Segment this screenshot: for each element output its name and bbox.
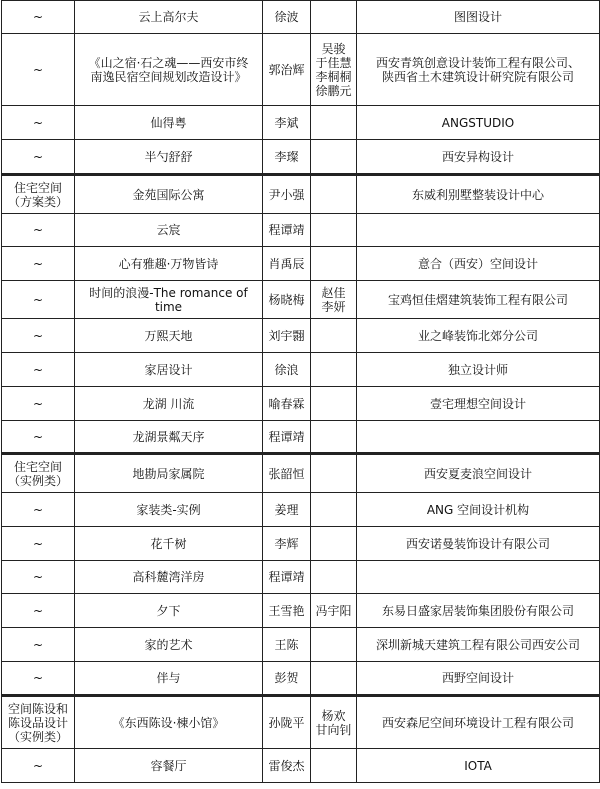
project-name-cell: 龙湖 川流: [75, 387, 263, 421]
project-name-cell: 心有雅趣·万物皆诗: [75, 247, 263, 281]
category-cell: ~: [2, 214, 75, 247]
organization-cell: 西安青筑创意设计装饰工程有限公司、 陕西省土木建筑设计研究院有限公司: [357, 34, 600, 106]
designer-cell: 程谭靖: [263, 214, 311, 247]
organization-cell: 西安异构设计: [357, 140, 600, 175]
collaborator-cell: [311, 175, 357, 214]
organization-cell: 独立设计师: [357, 353, 600, 387]
organization-cell: [357, 561, 600, 594]
project-name-cell: 家居设计: [75, 353, 263, 387]
organization-cell: ANGSTUDIO: [357, 106, 600, 140]
collaborator-cell: [311, 319, 357, 353]
table-row: [2, 247, 600, 281]
collaborator-cell: [311, 628, 357, 662]
designer-cell: 雷俊杰: [263, 749, 311, 783]
awards-table-body: [2, 1, 600, 783]
collaborator-cell: 吴骏 于佳慧 李桐桐 徐鹏元: [311, 34, 357, 106]
collaborator-cell: [311, 353, 357, 387]
awards-table: [1, 0, 600, 783]
designer-cell: 徐浪: [263, 353, 311, 387]
table-row: [2, 594, 600, 628]
organization-cell: ANG 空间设计机构: [357, 493, 600, 527]
table-row: [2, 749, 600, 783]
designer-cell: 李辉: [263, 527, 311, 561]
collaborator-cell: [311, 493, 357, 527]
designer-cell: 郭治辉: [263, 34, 311, 106]
table-row: [2, 140, 600, 175]
category-cell: ~: [2, 594, 75, 628]
designer-cell: 程谭靖: [263, 421, 311, 454]
designer-cell: 杨晓梅: [263, 281, 311, 319]
designer-cell: 彭贺: [263, 662, 311, 696]
category-cell: ~: [2, 353, 75, 387]
designer-cell: 姜理: [263, 493, 311, 527]
collaborator-cell: [311, 140, 357, 175]
organization-cell: 意合（西安）空间设计: [357, 247, 600, 281]
designer-cell: 张韶恒: [263, 454, 311, 493]
collaborator-cell: [311, 454, 357, 493]
category-cell: ~: [2, 319, 75, 353]
project-name-cell: 花千树: [75, 527, 263, 561]
collaborator-cell: [311, 421, 357, 454]
collaborator-cell: [311, 106, 357, 140]
table-row: [2, 628, 600, 662]
category-cell: ~: [2, 628, 75, 662]
project-name-cell: 高科麓湾洋房: [75, 561, 263, 594]
collaborator-cell: 杨欢 甘向钊: [311, 696, 357, 749]
organization-cell: 西安诺曼装饰设计有限公司: [357, 527, 600, 561]
table-row: [2, 353, 600, 387]
organization-cell: 宝鸡恒佳熠建筑装饰工程有限公司: [357, 281, 600, 319]
designer-cell: 李璨: [263, 140, 311, 175]
organization-cell: 壹宅理想空间设计: [357, 387, 600, 421]
category-cell: 住宅空间 （方案类）: [2, 175, 75, 214]
designer-cell: 孙陇平: [263, 696, 311, 749]
organization-cell: 西安森尼空间环境设计工程有限公司: [357, 696, 600, 749]
designer-cell: 喻春霖: [263, 387, 311, 421]
table-row: [2, 34, 600, 106]
table-row: [2, 214, 600, 247]
designer-cell: 肖禹辰: [263, 247, 311, 281]
category-cell: ~: [2, 527, 75, 561]
project-name-cell: 云上高尔夫: [75, 1, 263, 34]
table-row: [2, 662, 600, 696]
project-name-cell: 伴与: [75, 662, 263, 696]
collaborator-cell: [311, 387, 357, 421]
project-name-cell: 龙湖景粼天序: [75, 421, 263, 454]
collaborator-cell: [311, 214, 357, 247]
designer-cell: 刘宇翾: [263, 319, 311, 353]
category-cell: ~: [2, 281, 75, 319]
organization-cell: 东易日盛家居装饰集团股份有限公司: [357, 594, 600, 628]
collaborator-cell: [311, 749, 357, 783]
project-name-cell: 金苑国际公寓: [75, 175, 263, 214]
collaborator-cell: 赵佳 李妍: [311, 281, 357, 319]
project-name-cell: 《东西陈设·棟小馆》: [75, 696, 263, 749]
organization-cell: 东威利别墅整装设计中心: [357, 175, 600, 214]
collaborator-cell: [311, 662, 357, 696]
category-cell: ~: [2, 421, 75, 454]
category-cell: ~: [2, 662, 75, 696]
collaborator-cell: [311, 247, 357, 281]
organization-cell: 西野空间设计: [357, 662, 600, 696]
category-cell: ~: [2, 140, 75, 175]
designer-cell: 徐波: [263, 1, 311, 34]
project-name-cell: 半勺舒舒: [75, 140, 263, 175]
project-name-cell: 万熙天地: [75, 319, 263, 353]
category-cell: ~: [2, 387, 75, 421]
project-name-cell: 时间的浪漫-The romance of time: [75, 281, 263, 319]
category-cell: ~: [2, 247, 75, 281]
table-row: [2, 106, 600, 140]
designer-cell: 尹小强: [263, 175, 311, 214]
project-name-cell: 夕下: [75, 594, 263, 628]
category-cell: ~: [2, 561, 75, 594]
table-row: [2, 281, 600, 319]
category-cell: ~: [2, 34, 75, 106]
table-row: [2, 454, 600, 493]
table-row: [2, 527, 600, 561]
table-row: [2, 561, 600, 594]
category-cell: ~: [2, 1, 75, 34]
organization-cell: 深圳新城天建筑工程有限公司西安公司: [357, 628, 600, 662]
table-row: [2, 1, 600, 34]
category-cell: ~: [2, 493, 75, 527]
organization-cell: 西安夏麦浪空间设计: [357, 454, 600, 493]
organization-cell: IOTA: [357, 749, 600, 783]
designer-cell: 王陈: [263, 628, 311, 662]
category-cell: 住宅空间 （实例类）: [2, 454, 75, 493]
collaborator-cell: 冯宇阳: [311, 594, 357, 628]
table-row: [2, 421, 600, 454]
organization-cell: [357, 421, 600, 454]
project-name-cell: 仙得粤: [75, 106, 263, 140]
category-cell: ~: [2, 106, 75, 140]
project-name-cell: 地勘局家属院: [75, 454, 263, 493]
organization-cell: [357, 214, 600, 247]
organization-cell: 业之峰装饰北郊分公司: [357, 319, 600, 353]
designer-cell: 李斌: [263, 106, 311, 140]
designer-cell: 王雪艳: [263, 594, 311, 628]
collaborator-cell: [311, 561, 357, 594]
category-cell: 空间陈设和 陈设品设计 （实例类）: [2, 696, 75, 749]
collaborator-cell: [311, 527, 357, 561]
collaborator-cell: [311, 1, 357, 34]
organization-cell: 图图设计: [357, 1, 600, 34]
project-name-cell: 家装类-实例: [75, 493, 263, 527]
table-row: [2, 696, 600, 749]
table-row: [2, 175, 600, 214]
designer-cell: 程谭靖: [263, 561, 311, 594]
project-name-cell: 云宸: [75, 214, 263, 247]
project-name-cell: 容餐厅: [75, 749, 263, 783]
project-name-cell: 《山之宿·石之魂——西安市终 南逸民宿空间规划改造设计》: [75, 34, 263, 106]
table-row: [2, 387, 600, 421]
table-row: [2, 319, 600, 353]
category-cell: ~: [2, 749, 75, 783]
table-row: [2, 493, 600, 527]
project-name-cell: 家的艺术: [75, 628, 263, 662]
